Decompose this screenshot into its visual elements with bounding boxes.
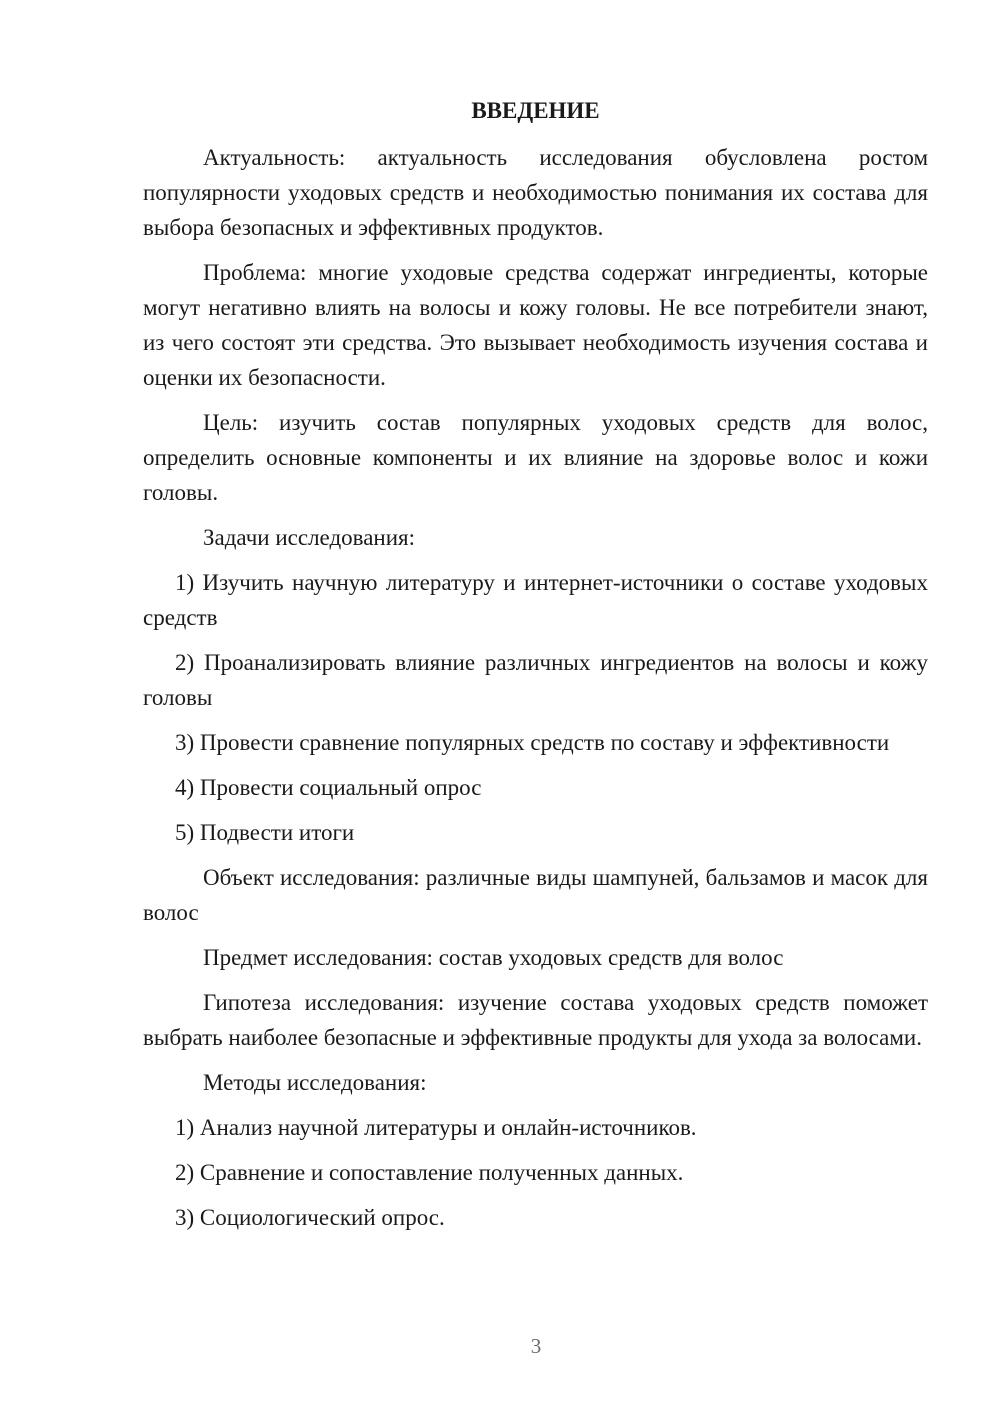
- task-item-1: 1) Изучить научную литературу и интернет-источники о составе уходовых средств: [143, 570, 928, 630]
- method-item-3: 3) Социологический опрос.: [175, 1205, 445, 1230]
- method-item-2: 2) Сравнение и сопоставление полученных данных.: [175, 1160, 684, 1185]
- paragraph-object: Объект исследования: различные виды шампуней, бальзамов и масок для волос: [143, 865, 928, 925]
- task-item-5: 5) Подвести итоги: [175, 820, 355, 845]
- paragraph-goal: Цель: изучить состав популярных уходовых средств для волос, определить основные компоненты и их влияние на здоровье волос и кожи головы.: [143, 410, 928, 505]
- task-item-3: 3) Провести сравнение популярных средств по составу и эффективности: [175, 730, 890, 755]
- task-item-4: 4) Провести социальный опрос: [175, 775, 482, 800]
- paragraph-relevance: Актуальность: актуальность исследования обусловлена ростом популярности уходовых средств и необходимостью понимания их состава для выбора безопасных и эффективных продуктов.: [143, 145, 928, 240]
- section-title: ВВЕДЕНИЕ: [471, 98, 600, 123]
- page-content: [143, 93, 928, 1245]
- paragraph-problem: Проблема: многие уходовые средства содержат ингредиенты, которые могут негативно влиять на волосы и кожу головы. Не все потребители знают, из чего состоят эти средства. Это вызывает необходимость изучения состава и оценки их безопасности.: [143, 260, 928, 390]
- method-item-1: 1) Анализ научной литературы и онлайн-источников.: [175, 1115, 697, 1140]
- tasks-heading: Задачи исследования:: [203, 525, 416, 550]
- methods-heading: Методы исследования:: [203, 1070, 427, 1095]
- paragraph-hypothesis: Гипотеза исследования: изучение состава уходовых средств поможет выбрать наиболее безопасные и эффективные продукты для ухода за волосами.: [143, 990, 928, 1050]
- task-item-2: 2) Проанализировать влияние различных ингредиентов на волосы и кожу головы: [143, 650, 928, 710]
- paragraph-subject: Предмет исследования: состав уходовых средств для волос: [203, 945, 784, 970]
- page-number: 3: [530, 1334, 542, 1358]
